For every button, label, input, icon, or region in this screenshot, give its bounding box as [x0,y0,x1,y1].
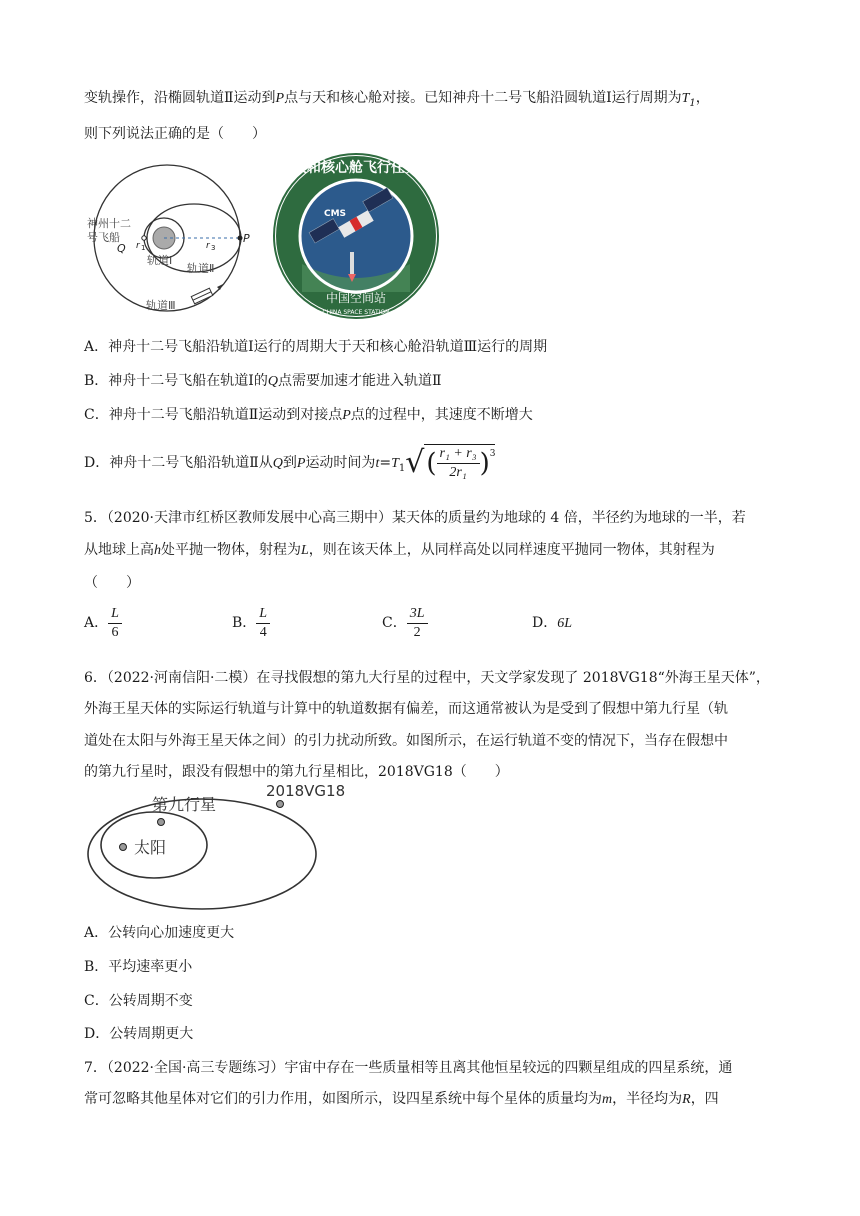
object-orbit [88,799,316,909]
svg-text:轨道Ⅱ: 轨道Ⅱ [187,262,215,275]
planet9-marker [158,819,165,826]
badge-title: 天和核心舱飞行任务 [293,160,419,176]
q4-option-b[interactable]: B．神舟十二号飞船在轨道Ⅰ的Q点需要加速才能进入轨道Ⅱ [84,373,442,389]
svg-text:1: 1 [141,244,146,252]
q5-option-a[interactable]: A． $\frac{L}{6}$ [84,603,122,643]
q4-orbit-figure [84,160,254,320]
svg-text:r: r [136,241,140,251]
q6-stem-line2: 外海王星天体的实际运行轨道与计算中的轨道数据有偏差，而这通常被认为是受到了假想中第九行星（轨 [84,701,728,717]
q4-stem-line2: 则下列说法正确的是（ ） [84,126,266,142]
svg-text:第九行星: 第九行星 [152,795,217,814]
q6-stem-line4: 的第九行星时，跟没有假想中的第九行星相比，2018VG18（ ） [84,764,509,780]
q5-stem-line2: 从地球上高h处平抛一物体，射程为L，则在该天体上，从同样高处以同样速度平抛同一物体，其射程为 [84,542,715,558]
svg-text:轨道Ⅰ: 轨道Ⅰ [147,254,173,267]
svg-text:神州十二: 神州十二 [87,217,131,230]
svg-text:Q: Q [117,242,126,255]
svg-text:CMS: CMS [324,209,347,219]
q5-option-c[interactable]: C． $\frac{3L}{2}$ [382,603,428,643]
q7-stem-line2: 常可忽略其他星体对它们的引力作用，如图所示，设四星系统中每个星体的质量均为m，半径均为R，四 [84,1091,719,1107]
q6-option-b[interactable]: B．平均速率更小 [84,959,193,975]
q5-option-d[interactable]: D．6L [532,615,573,631]
svg-text:太阳: 太阳 [134,838,167,857]
svg-text:r: r [206,241,210,251]
svg-text:2018VG18: 2018VG18 [266,782,346,800]
q7-stem-line1: 7．（2022·全国·高三专题练习）宇宙中存在一些质量相等且离其他恒星较远的四颗星组成的四星系统，通 [84,1060,733,1076]
mission-badge [272,152,440,320]
svg-text:3: 3 [211,244,216,252]
q6-stem-line1: 6．（2022·河南信阳·二模）在寻找假想的第九大行星的过程中，天文学家发现了 2018VG18“外海王星天体”， [84,670,770,686]
svg-text:轨道Ⅲ: 轨道Ⅲ [146,299,176,312]
q5-option-b[interactable]: B． $\frac{L}{4}$ [232,603,270,643]
q6-stem-line3: 道处在太阳与外海王星天体之间）的引力扰动所致。如图所示，在运行轨道不变的情况下，当存在假想中 [84,733,728,749]
q6-option-c[interactable]: C．公转周期不变 [84,993,193,1009]
q4-stem-line1: 变轨操作，沿椭圆轨道Ⅱ运动到P点与天和核心舱对接。已知神舟十二号飞船沿圆轨道Ⅰ运行周期为$T_1$， [84,90,710,109]
q4-option-c[interactable]: C．神舟十二号飞船沿轨道Ⅱ运动到对接点P点的过程中，其速度不断增大 [84,407,533,423]
q5-stem-line1: 5．（2020·天津市红桥区教师发展中心高三期中）某天体的质量约为地球的 4 倍，半径约为地球的一半，若 [84,510,746,526]
badge-bottom-cn: 中国空间站 [325,291,387,305]
sun-marker [120,844,127,851]
q4-option-a[interactable]: A．神舟十二号飞船沿轨道Ⅰ运行的周期大于天和核心舱沿轨道Ⅲ运行的周期 [84,339,548,355]
svg-text:P: P [243,232,250,245]
sqrt-formula: √( $\frac{\text{r₁ + r₃}}{\text{2r₁}}$ )$^3$ [405,445,496,480]
q5-stem-line3: （ ） [84,575,140,591]
object-marker [277,801,284,808]
svg-text:号飞船: 号飞船 [87,231,120,244]
badge-bottom-en: CHINA SPACE STATION [322,309,390,316]
q6-orbit-figure [84,782,346,914]
q4-option-d[interactable]: D．神舟十二号飞船沿轨道Ⅱ从Q到P运动时间为$t=T_1√$( $\frac{\text{r₁ + r₃}}{\text{2r₁}}$ )$^3$ [84,445,496,480]
q6-option-d[interactable]: D．公转周期更大 [84,1026,194,1042]
q6-option-a[interactable]: A．公转向心加速度更大 [84,925,235,941]
